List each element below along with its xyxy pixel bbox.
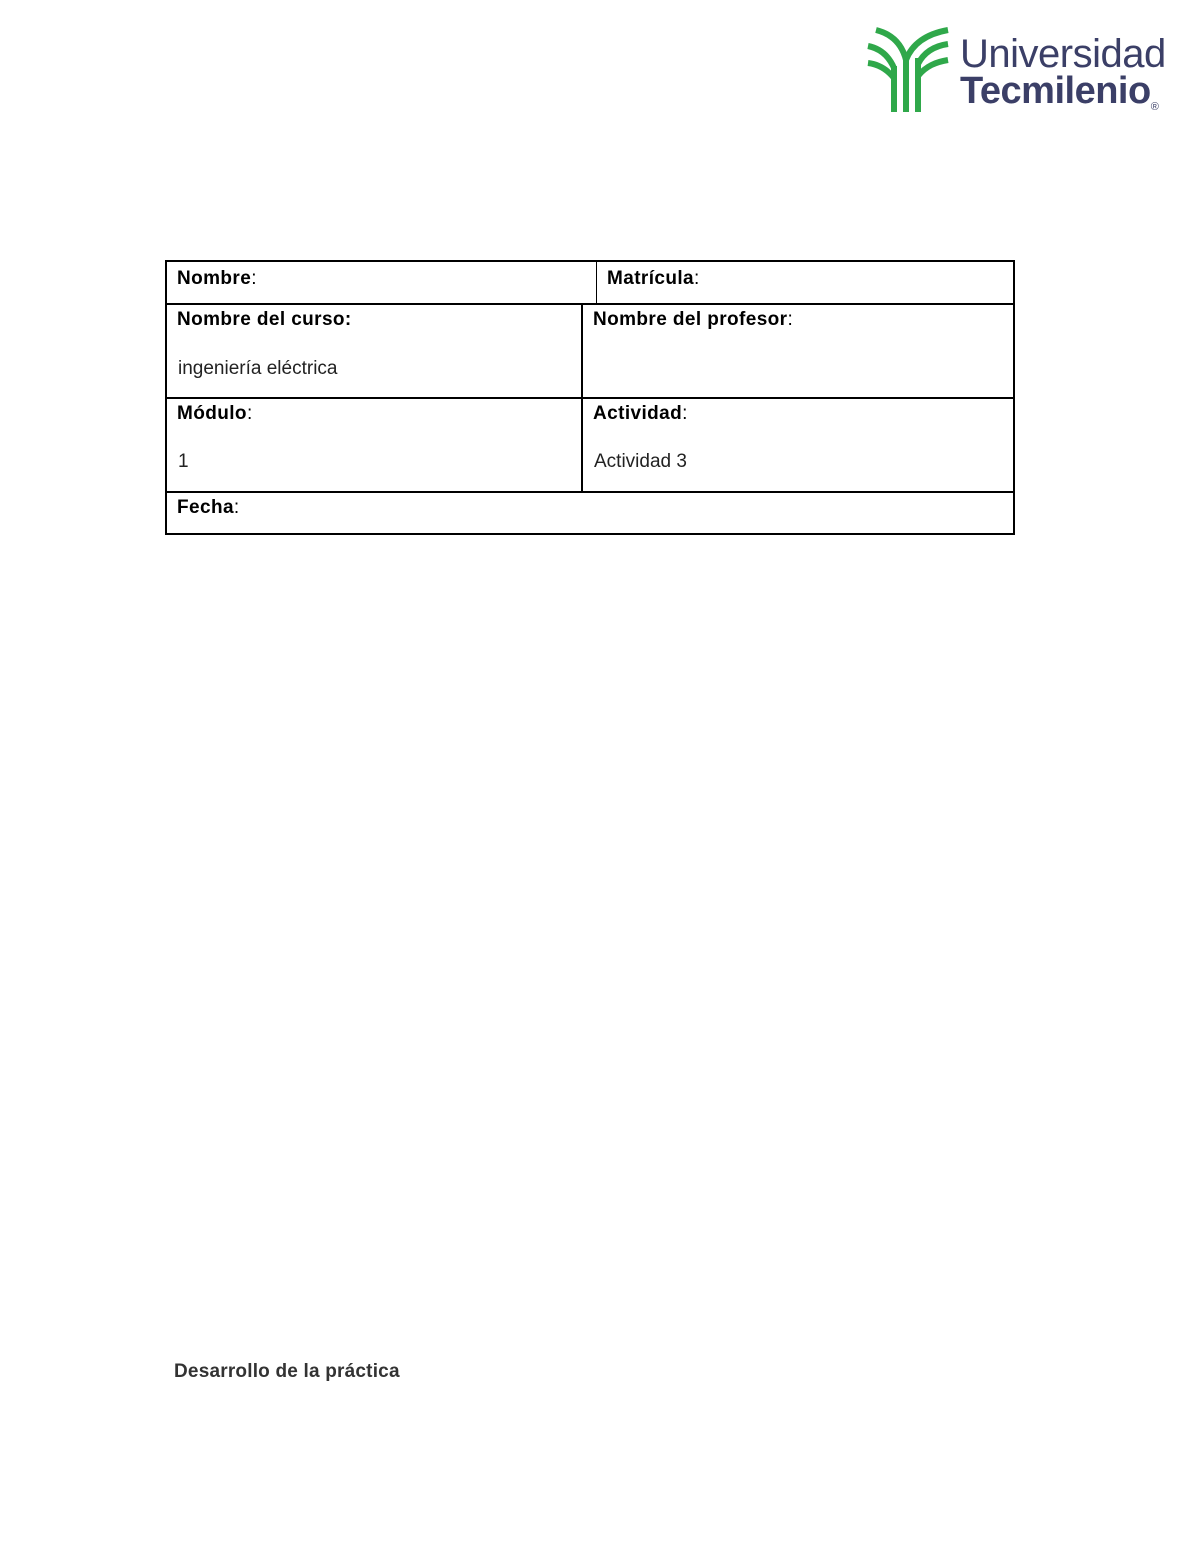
actividad-value: Actividad 3 (594, 451, 687, 472)
table-row (167, 397, 1013, 493)
nombre-cell: Nombre: (167, 262, 597, 303)
matricula-cell: Matrícula: (607, 268, 700, 289)
modulo-label: Módulo (177, 403, 247, 424)
nombre-label: Nombre (177, 268, 252, 289)
modulo-cell: Módulo: 1 (167, 397, 583, 491)
actividad-cell: Actividad: Actividad 3 (593, 403, 688, 472)
university-logo (866, 26, 1176, 116)
matricula-label: Matrícula (607, 268, 695, 289)
student-info-table (165, 260, 1015, 535)
actividad-label: Actividad (593, 403, 683, 424)
profesor-cell: Nombre del profesor: (593, 309, 793, 330)
curso-label: Nombre del curso: (177, 309, 352, 330)
logo-line-universidad: Universidad (960, 32, 1166, 76)
fecha-label: Fecha (177, 497, 234, 518)
table-row (167, 491, 1013, 533)
table-row (167, 303, 1013, 399)
curso-value: ingeniería eléctrica (178, 358, 338, 379)
modulo-value: 1 (178, 451, 189, 472)
registered-mark: ® (1150, 101, 1159, 113)
logo-line-tecmilenio: Tecmilenio® (960, 70, 1159, 113)
curso-cell (167, 303, 583, 397)
fecha-cell: Fecha: (177, 497, 240, 518)
profesor-label: Nombre del profesor (593, 309, 788, 330)
table-row (167, 262, 1013, 305)
tecmilenio-leaf-icon (866, 26, 952, 114)
section-heading: Desarrollo de la práctica (174, 1361, 400, 1382)
